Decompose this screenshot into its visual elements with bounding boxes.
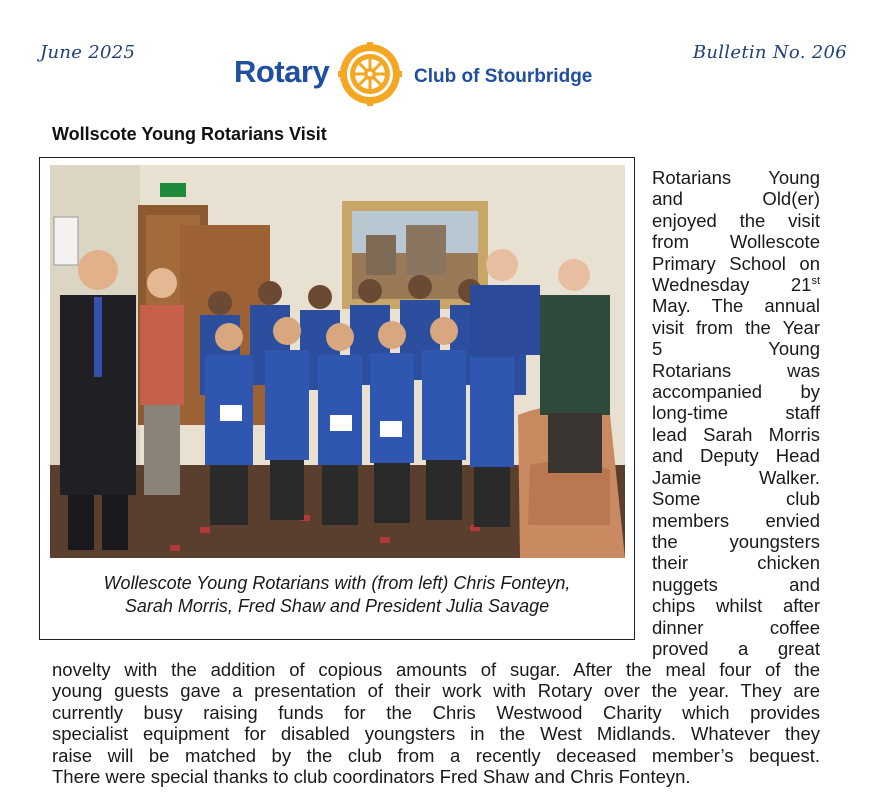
- article-text-line: lead Sarah Morris: [652, 423, 820, 445]
- article-text-line: There were special thanks to club coordinators Fred Shaw and Chris Fonteyn.: [52, 766, 691, 788]
- article-text-line: the youngsters: [652, 530, 820, 552]
- article-text-line: and Old(er): [652, 188, 820, 210]
- rotary-wheel-icon: [338, 42, 402, 106]
- article-text-line: novelty with the addition of copious amounts of sugar. After the meal four of the: [52, 659, 820, 680]
- article-text-line: Rotarians Young: [652, 167, 820, 188]
- article-text-line: and Deputy Head: [652, 445, 820, 467]
- masthead: [228, 40, 618, 110]
- article-body-full: [52, 659, 820, 787]
- article-text-line: from Wollescote: [652, 231, 820, 253]
- article-title: Wollscote Young Rotarians Visit: [52, 124, 327, 144]
- article-text-line: young guests gave a presentation of their work with Rotary over the year. They are: [52, 680, 820, 702]
- group-photo: [50, 165, 625, 558]
- article-text-line: Wednesday 21st: [652, 274, 820, 296]
- article-text-line: Rotarians was: [652, 359, 820, 381]
- bulletin-number: Bulletin No. 206: [692, 42, 847, 63]
- article-body-column: [652, 167, 820, 659]
- article-text-line: dinner coffee: [652, 616, 820, 638]
- article-text-line: visit from the Year: [652, 316, 820, 338]
- article-text-line: Some club: [652, 488, 820, 510]
- article-text-line: chips whilst after: [652, 595, 820, 617]
- article-text-line: Jamie Walker.: [652, 466, 820, 488]
- article-text-line: Primary School on: [652, 252, 820, 274]
- article-text-line: proved a great: [652, 637, 820, 659]
- article-text-line: raise will be matched by the club from a recently deceased member’s bequest.: [52, 744, 820, 766]
- article-text-line: their chicken: [652, 552, 820, 574]
- club-name: Club of Stourbridge: [414, 66, 593, 87]
- article-text-line: accompanied by: [652, 381, 820, 403]
- bulletin-date: June 2025: [40, 42, 136, 63]
- photo-caption-line: Sarah Morris, Fred Shaw and President Julia Savage: [124, 596, 550, 616]
- article-text-line: currently busy raising funds for the Chris Westwood Charity which provides: [52, 701, 820, 723]
- photo-caption: [40, 572, 634, 618]
- article-text-line: specialist equipment for disabled youngsters in the West Midlands. Whatever they: [52, 723, 820, 745]
- photo-frame: [39, 157, 635, 640]
- article-text-line: enjoyed the visit: [652, 209, 820, 231]
- article-text-line: 5 Young: [652, 338, 820, 360]
- article-text-line: long-time staff: [652, 402, 820, 424]
- article-text-line: May. The annual: [652, 295, 820, 317]
- ordinal-suffix: st: [811, 274, 820, 287]
- article-text-line: members envied: [652, 509, 820, 531]
- article-text-line: nuggets and: [652, 573, 820, 595]
- rotary-wordmark: Rotary: [234, 54, 330, 89]
- photo-caption-line: Wollescote Young Rotarians with (from left) Chris Fonteyn,: [103, 573, 571, 593]
